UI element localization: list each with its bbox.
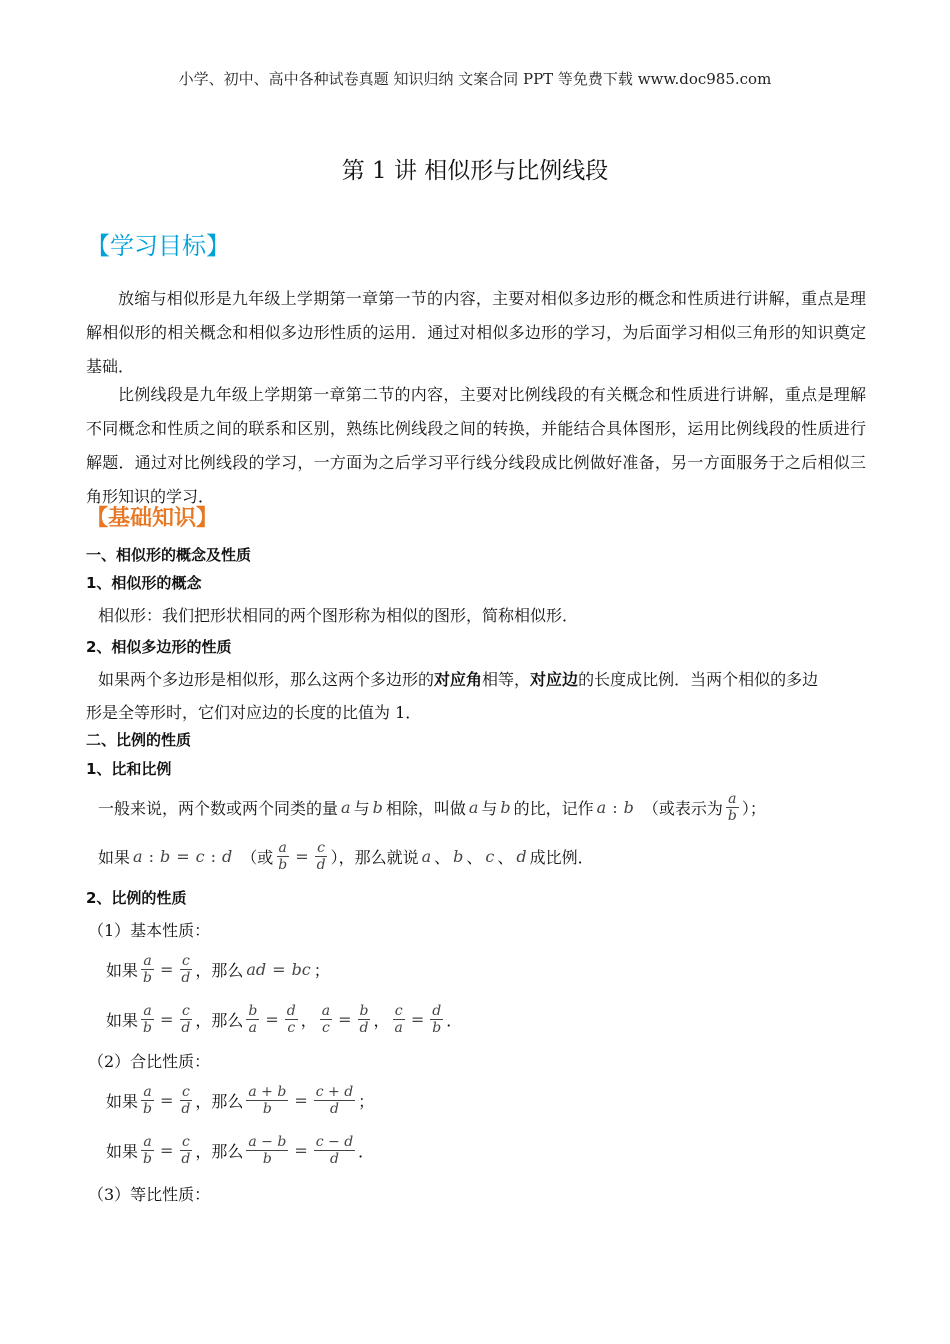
denominator: b — [143, 1150, 152, 1167]
fraction-c-over-d — [315, 840, 328, 873]
equals-op: = — [159, 959, 174, 979]
text-span: ），那么就说 — [330, 847, 419, 867]
fraction-a-minus-b-over-b — [246, 1134, 288, 1167]
text-span: 如果 — [98, 847, 131, 867]
denominator: a — [248, 1019, 258, 1036]
denominator: b — [143, 969, 152, 986]
equals-op: = — [410, 1009, 425, 1029]
var-b: b — [623, 797, 634, 817]
goals-paragraph-1: 放缩与相似形是九年级上学期第一章第一节的内容，主要对相似多边形的概念和性质进行讲解，重点是理解相似形的相关概念和相似多边形性质的运用．通过对相似多边形的学习，为后面学习相似三角形的知识奠定基础． — [86, 289, 866, 376]
text-span: ， — [300, 1010, 317, 1030]
equals-op: = — [176, 846, 190, 866]
text-span: ． — [446, 1010, 463, 1030]
var-a: a — [596, 797, 607, 817]
separator: 、 — [466, 847, 483, 867]
basic-knowledge-heading: 【基础知识】 — [86, 506, 219, 531]
fraction-a-over-b — [141, 1084, 154, 1117]
numerator: a — [143, 1083, 152, 1100]
text-span: 如果 — [106, 1141, 139, 1161]
numerator: b — [248, 1002, 258, 1019]
equals-op: = — [159, 1140, 174, 1160]
numerator: b — [359, 1002, 369, 1019]
goals-paragraph-2: 比例线段是九年级上学期第一章第二节的内容，主要对比例线段的有关概念和性质进行讲解，重点是理解不同概念和性质之间的联系和区别，熟练比例线段之间的转换，并能结合具体图形，运用比例线段的性质进行解题．通过对比例线段的学习，一方面为之后学习平行线分线段成比例做好准备，另一方面服务于之后相似三角形知识的学习． — [86, 385, 866, 506]
fraction-a-plus-b-over-b — [246, 1084, 288, 1117]
var-c: c — [485, 846, 495, 866]
proportion-definition-line — [98, 836, 594, 876]
numerator: c − d — [315, 1133, 354, 1150]
numerator: a — [143, 1133, 152, 1150]
var-b: b — [500, 797, 511, 817]
fraction-a-over-b — [141, 1134, 154, 1167]
denominator: d — [181, 1150, 191, 1167]
section-2-heading: 二、比例的性质 — [86, 731, 192, 749]
equals-op: = — [159, 1009, 174, 1029]
text-span: 成比例． — [529, 847, 594, 867]
numerator: a — [143, 952, 152, 969]
text-span: 如果 — [106, 960, 139, 980]
text-span: ，那么 — [195, 1091, 244, 1111]
numerator: d — [286, 1002, 296, 1019]
numerator: a − b — [248, 1133, 287, 1150]
basic-property-line-1 — [106, 949, 330, 989]
corresponding-sides-term: 对应边 — [530, 670, 579, 689]
similar-figure-definition: 相似形：我们把形状相同的两个图形称为相似的图形，简称相似形． — [98, 606, 579, 625]
denominator: b — [262, 1150, 272, 1167]
text-span: ． — [358, 1141, 375, 1161]
numerator: c — [181, 1002, 190, 1019]
site-header: 小学、初中、高中各种试卷真题 知识归纳 文案合同 PPT 等免费下载 www.doc985.com — [178, 70, 772, 88]
equals-op: = — [294, 1090, 308, 1110]
numerator: a + b — [248, 1083, 287, 1100]
separator: 、 — [434, 847, 451, 867]
var-a: a — [341, 797, 351, 817]
fraction-c-over-d — [179, 953, 192, 986]
equals-op: = — [159, 1090, 174, 1110]
colon-op: : — [612, 797, 618, 817]
fraction-c-over-d — [179, 1134, 192, 1167]
text-span: ，那么 — [195, 1141, 244, 1161]
denominator: b — [143, 1100, 152, 1117]
equals-op: = — [272, 959, 286, 979]
equal-ratio-property-label: （3）等比性质： — [88, 1185, 211, 1204]
text-span: 一般来说，两个数或两个同类的量 — [98, 798, 339, 818]
var-a: a — [133, 846, 143, 866]
fraction-b-over-a — [246, 1003, 259, 1036]
var-d: d — [221, 846, 233, 866]
fraction-a-over-b — [276, 840, 289, 873]
text-span: ，那么 — [195, 960, 244, 980]
text-span: 相等， — [482, 670, 531, 689]
section-1-2-heading: 2、相似多边形的性质 — [86, 638, 232, 656]
equals-op: = — [294, 1140, 308, 1160]
var-c: c — [195, 846, 205, 866]
polygon-property-line-2: 形是全等形时，它们对应边的长度的比值为 1． — [86, 703, 422, 722]
polygon-property-line-1 — [98, 667, 818, 690]
product-ad: ad — [246, 959, 267, 979]
denominator: a — [394, 1019, 403, 1036]
denominator: b — [143, 1019, 152, 1036]
basic-property-line-2 — [106, 999, 462, 1039]
ratio-definition-line — [98, 787, 766, 827]
text-span: ； — [358, 1091, 375, 1111]
fraction-b-over-d — [358, 1003, 371, 1036]
addition-property-label: （2）合比性质： — [88, 1052, 211, 1071]
fraction-a-over-b — [726, 791, 739, 824]
fraction-d-over-c — [285, 1003, 298, 1036]
denominator: c — [287, 1019, 296, 1036]
section-2-2-heading: 2、比例的性质 — [86, 889, 187, 907]
section-1-1-heading: 1、相似形的概念 — [86, 574, 202, 592]
denominator: d — [316, 856, 326, 873]
colon-op: : — [148, 846, 154, 866]
text-span: ， — [373, 1010, 390, 1030]
fraction-c-over-a — [392, 1003, 404, 1036]
denominator: d — [359, 1019, 369, 1036]
var-d: d — [516, 846, 527, 866]
section-1-heading: 一、相似形的概念及性质 — [86, 546, 252, 564]
text-span: ，那么 — [195, 1010, 244, 1030]
text-span: 如果 — [106, 1091, 139, 1111]
fraction-c-plus-d-over-d — [314, 1084, 355, 1117]
fraction-c-over-d — [179, 1084, 192, 1117]
denominator: b — [262, 1100, 272, 1117]
product-bc: bc — [291, 959, 311, 979]
lecture-title: 第 1 讲 相似形与比例线段 — [341, 158, 609, 184]
equals-op: = — [265, 1009, 279, 1029]
fraction-a-over-b — [141, 953, 154, 986]
fraction-c-over-d — [179, 1003, 192, 1036]
fraction-c-minus-d-over-d — [314, 1134, 355, 1167]
text-span: 与 — [353, 798, 370, 818]
text-span: 与 — [481, 798, 498, 818]
denominator: b — [278, 856, 288, 873]
text-span: ）； — [741, 798, 766, 818]
denominator: d — [181, 969, 191, 986]
learning-goals-heading: 【学习目标】 — [86, 232, 230, 260]
section-2-1-heading: 1、比和比例 — [86, 760, 172, 778]
fraction-d-over-b — [430, 1003, 443, 1036]
var-b: b — [159, 846, 171, 866]
numerator: a — [728, 790, 737, 807]
denominator: d — [181, 1100, 191, 1117]
text-span: 如果 — [106, 1010, 139, 1030]
fraction-a-over-c — [320, 1003, 332, 1036]
denominator: c — [321, 1019, 330, 1036]
equals-op: = — [338, 1009, 352, 1029]
numerator: a — [143, 1002, 152, 1019]
basic-property-label: （1）基本性质： — [88, 921, 211, 940]
var-b: b — [372, 797, 383, 817]
text-span: ； — [313, 960, 330, 980]
denominator: d — [329, 1150, 339, 1167]
addition-property-line-1 — [106, 1080, 374, 1120]
text-span: 相除，叫做 — [385, 798, 466, 818]
var-a: a — [468, 797, 479, 817]
var-a: a — [421, 846, 432, 866]
corresponding-angles-term: 对应角 — [434, 670, 483, 689]
numerator: c — [317, 839, 326, 856]
numerator: a — [278, 839, 287, 856]
equals-op: = — [295, 846, 309, 866]
addition-property-line-2 — [106, 1130, 374, 1170]
text-span: （或表示为 — [642, 798, 723, 818]
numerator: c — [181, 1133, 190, 1150]
text-span: 的长度成比例．当两个相似的多边 — [578, 670, 819, 689]
denominator: d — [181, 1019, 191, 1036]
numerator: c — [181, 1083, 190, 1100]
fraction-a-over-b — [141, 1003, 154, 1036]
text-span: （或 — [241, 847, 274, 867]
numerator: c — [394, 1002, 403, 1019]
denominator: b — [432, 1019, 442, 1036]
text-span: 如果两个多边形是相似形，那么这两个多边形的 — [98, 670, 435, 689]
numerator: a — [321, 1002, 331, 1019]
text-span: 的比，记作 — [513, 798, 594, 818]
separator: 、 — [497, 847, 514, 867]
numerator: d — [432, 1002, 442, 1019]
numerator: c — [181, 952, 190, 969]
denominator: b — [727, 807, 737, 824]
var-b: b — [453, 846, 464, 866]
numerator: c + d — [315, 1083, 354, 1100]
denominator: d — [329, 1100, 339, 1117]
colon-op: : — [210, 846, 216, 866]
